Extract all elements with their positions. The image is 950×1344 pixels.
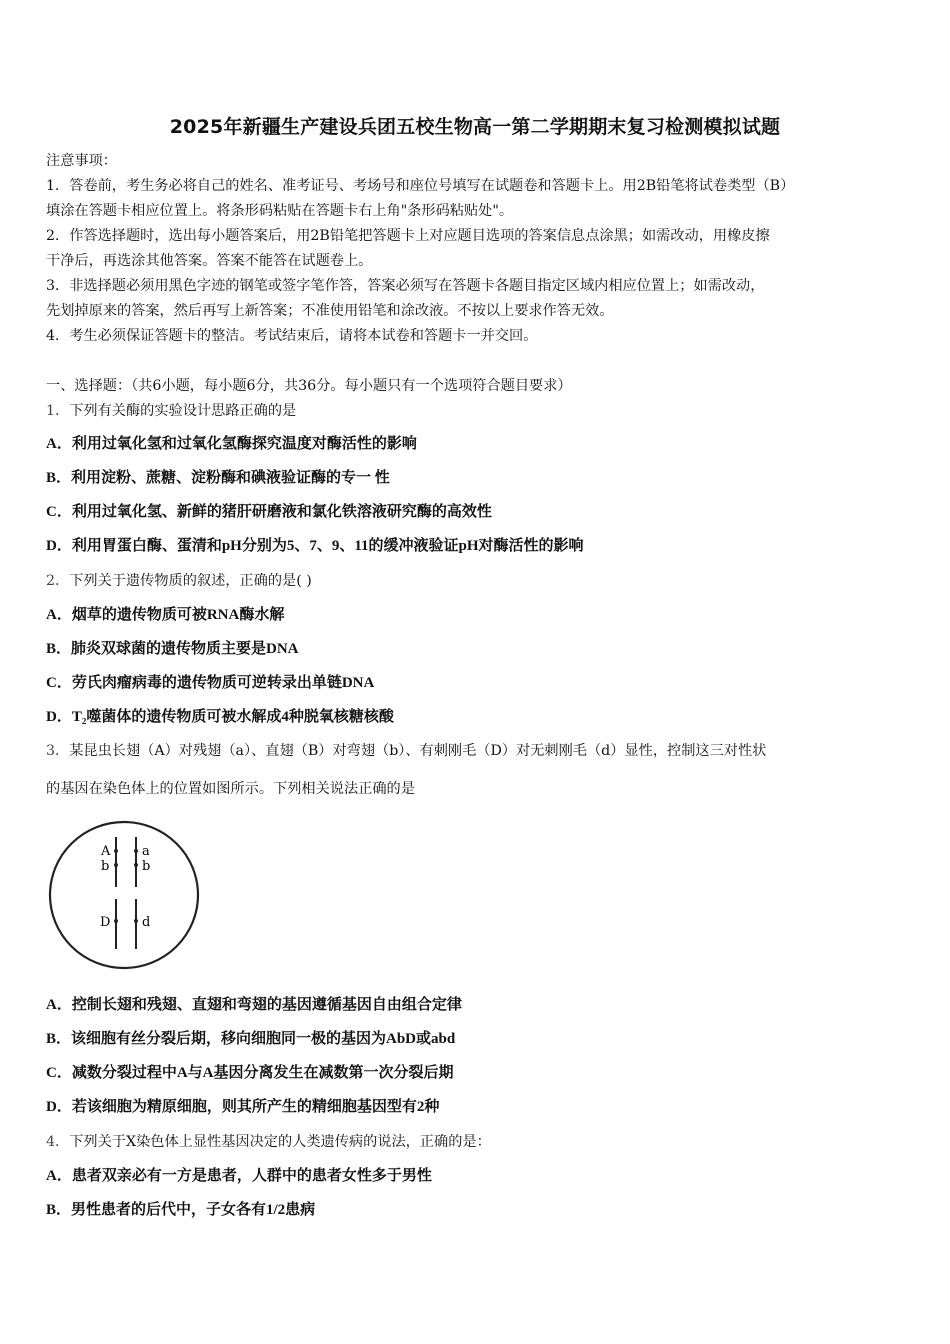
- question-stem: [46, 402, 912, 420]
- answer-option: A．控制长翅和残翅、直翅和弯翅的基因遵循基因自由组合定律: [46, 997, 462, 1013]
- answer-option: D．T₂噬菌体的遗传物质可被水解成4种脱氧核糖核酸: [46, 709, 394, 725]
- gene-locus-dot: [134, 863, 138, 867]
- answer-option: C．减数分裂过程中A与A基因分离发生在减数第一次分裂后期: [46, 1065, 454, 1081]
- gene-label: D: [100, 915, 111, 930]
- question-text: 下列有关酶的实验设计思路正确的是: [69, 403, 297, 419]
- notice-line: 1．答卷前，考生务必将自己的姓名、准考证号、考场号和座位号填写在试题卷和答题卡上。用2B铅笔将试卷类型（B）: [46, 178, 795, 194]
- page-title: 2025年新疆生产建设兵团五校生物高一第二学期期末复习检测模拟试题: [169, 116, 781, 138]
- notice-line: 2．作答选择题时，选出每小题答案后，用2B铅笔把答题卡上对应题目选项的答案信息点涂黑；如需改动，用橡皮擦: [46, 228, 770, 244]
- answer-option: A．烟草的遗传物质可被RNA酶水解: [46, 607, 285, 623]
- notice-heading: 注意事项：: [46, 153, 117, 169]
- cell-outline: [50, 822, 198, 968]
- gene-locus-dot: [114, 919, 118, 923]
- question-text: 下列关于X染色体上显性基因决定的人类遗传病的说法，正确的是：: [69, 1134, 491, 1150]
- answer-option: C．利用过氧化氢、新鲜的猪肝研磨液和氯化铁溶液研究酶的高效性: [46, 504, 492, 520]
- question-number: 1．: [46, 403, 70, 419]
- gene-label: d: [142, 915, 151, 930]
- question-stem: [46, 1133, 912, 1151]
- notice-line: 干净后，再选涂其他答案。答案不能答在试题卷上。: [46, 253, 373, 269]
- question-stem: [46, 572, 912, 590]
- answer-option: B．该细胞有丝分裂后期，移向细胞同一极的基因为AbD或abd: [46, 1031, 456, 1047]
- chromosome-cell-diagram: [44, 815, 204, 975]
- answer-option: A．利用过氧化氢和过氧化氢酶探究温度对酶活性的影响: [46, 436, 417, 452]
- question-number: 3．: [46, 743, 70, 759]
- gene-locus-dot: [134, 849, 138, 853]
- gene-label: A: [101, 844, 111, 859]
- notice-line: 填涂在答题卡相应位置上。将条形码粘贴在答题卡右上角"条形码粘贴处"。: [46, 203, 514, 219]
- answer-option: B．男性患者的后代中，子女各有1/2患病: [46, 1202, 316, 1218]
- question-text: 下列关于遗传物质的叙述，正确的是( ): [69, 573, 312, 589]
- gene-label: a: [142, 844, 150, 859]
- answer-option: B．利用淀粉、蔗糖、淀粉酶和碘液验证酶的专一 性: [46, 470, 390, 486]
- question-text-continued: 的基因在染色体上的位置如图所示。下列相关说法正确的是: [46, 781, 415, 797]
- notice-line: 4．考生必须保证答题卡的整洁。考试结束后，请将本试卷和答题卡一并交回。: [46, 328, 538, 344]
- gene-locus-dot: [114, 849, 118, 853]
- question-text: 某昆虫长翅（A）对残翅（a）、直翅（B）对弯翅（b）、有刺刚毛（D）对无刺刚毛（d）显性，控制这三对性状: [69, 743, 767, 759]
- question-number: 4．: [46, 1134, 70, 1150]
- gene-locus-dot: [114, 863, 118, 867]
- gene-locus-dot: [134, 919, 138, 923]
- gene-label: b: [101, 859, 110, 874]
- notice-line: 先划掉原来的答案，然后再写上新答案；不准使用铅笔和涂改液。不按以上要求作答无效。: [46, 303, 614, 319]
- notice-line: 3．非选择题必须用黑色字迹的钢笔或签字笔作答，答案必须写在答题卡各题目指定区域内相应位置上；如需改动，: [46, 278, 765, 294]
- question-number: 2．: [46, 573, 70, 589]
- gene-label: b: [142, 859, 151, 874]
- answer-option: B．肺炎双球菌的遗传物质主要是DNA: [46, 641, 299, 657]
- question-stem: [46, 742, 912, 760]
- answer-option: A．患者双亲必有一方是患者，人群中的患者女性多于男性: [46, 1168, 432, 1184]
- answer-option: C．劳氏肉瘤病毒的遗传物质可逆转录出单链DNA: [46, 675, 375, 691]
- answer-option: D．若该细胞为精原细胞，则其所产生的精细胞基因型有2种: [46, 1099, 440, 1115]
- answer-option: D．利用胃蛋白酶、蛋清和pH分别为5、7、9、11的缓冲液验证pH对酶活性的影响: [46, 538, 584, 554]
- section-heading: 一、选择题：（共6小题，每小题6分，共36分。每小题只有一个选项符合题目要求）: [46, 378, 572, 394]
